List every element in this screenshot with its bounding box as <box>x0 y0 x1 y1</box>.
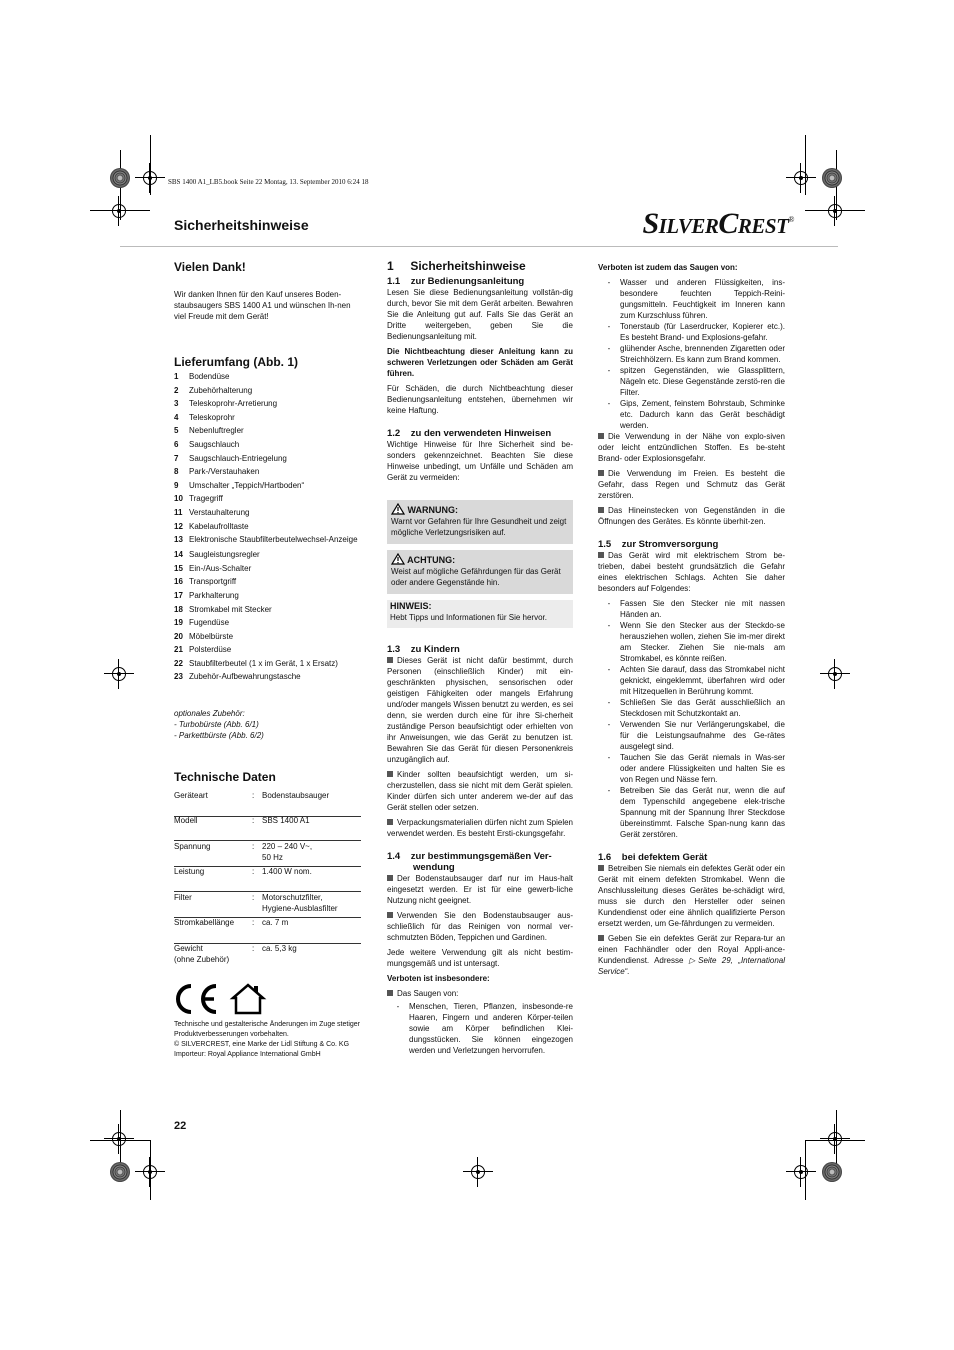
list-item-label: Stromkabel mit Stecker <box>189 604 272 614</box>
list-item <box>174 548 362 562</box>
tech-value: 1.400 W nom. <box>262 867 312 876</box>
list-item <box>174 643 362 657</box>
list-item-number: 19 <box>174 618 183 628</box>
thanks-text: Wir danken Ihnen für den Kauf unseres Boden-staubsaugers SBS 1400 A1 und wünschen Ih-nen viel Freude mit dem Gerät! <box>174 290 351 321</box>
footer-note: Importeur: Royal Appliance International GmbH <box>174 1051 321 1058</box>
list-item <box>174 384 362 398</box>
dash-item: - Menschen, Tieren, Pflanzen, insbesonde-re Haaren, Fingern und anderen Körper-teilen sowie am Körper befindlichen Klei-dungsstücken. Sie können eingezogen werden und Verletzungen hervorrufen. <box>396 1002 573 1055</box>
list-item-number: 16 <box>174 577 183 587</box>
dash-item-text: Menschen, Tieren, Pflanzen, insbesonde-re Haaren, Fingern und anderen Körper-teilen sowie am Körper befindlichen Klei-dungsstücken. Sie können eingezogen werden und Verletzungen hervorrufen. <box>409 1002 573 1055</box>
attention-header <box>391 553 569 566</box>
tech-label: Modell <box>174 816 198 825</box>
list-item-number: 17 <box>174 590 183 600</box>
list-item-label: Bodendüse <box>189 372 230 381</box>
list-item-label: Staubfilterbeutel (1 x im Gerät, 1 x Ersatz) <box>189 658 338 668</box>
paragraph: Die Verwendung in der Nähe von explo-siven oder leicht entzündlichen Stoffen. Es be-steht Brand- oder Explosionsgefahr. <box>598 432 785 463</box>
page-number: 22 <box>174 1120 187 1132</box>
list-item-number: 7 <box>174 453 179 463</box>
warning-triangle-icon <box>391 503 405 515</box>
list-item <box>174 438 362 452</box>
list-item <box>174 616 362 630</box>
tech-row <box>174 892 361 918</box>
dash-item: - glühender Asche, brennenden Zigaretten oder Streichhölzern. Es kann zum Brand kommen. <box>607 344 785 364</box>
list-item-number: 5 <box>174 426 179 436</box>
col2-top <box>387 261 573 483</box>
brand-logo: SILVERCREST® <box>642 207 794 240</box>
dash-item: - Gips, Zement, feinstem Bohrstaub, Schminke etc. Dadurch kann das Gerät beschädigt werden. <box>607 399 785 430</box>
dash-item-text: Wenn Sie den Stecker aus der Steckdo-se herausziehen wollen, ziehen Sie im-mer direkt am Stecker. Ziehen Sie nie-mals am Stromkabel, es könnte reißen. <box>620 621 785 663</box>
dash-item-text: Wasser und anderen Flüssigkeiten, ins-besondere feuchten Teppich-Reini-gungsmitteln. Feuchtigkeit im Inneren kann zum Kurzschluss führen. <box>620 278 785 320</box>
tech-value: 220 – 240 V~, 50 Hz <box>262 842 313 862</box>
subsection-heading: 1.6 bei defektem Gerät <box>598 852 708 863</box>
dash-item: - Wasser und anderen Flüssigkeiten, ins-besondere feuchten Teppich-Reini-gungsmitteln. Feuchtigkeit im Inneren kann zum Kurzschluss führen. <box>607 278 785 320</box>
registration-mark <box>792 1163 810 1181</box>
registration-mark <box>110 665 128 683</box>
dash-item-text: Verwenden Sie nur Verlängerungskabel, die für die Leistungsaufnahme des Ge-rätes ausgelegt sind. <box>620 720 785 751</box>
thanks-heading: Vielen Dank! <box>174 260 246 274</box>
list-item-number: 13 <box>174 535 183 545</box>
paragraph: Verpackungsmaterialien dürfen nicht zum Spielen verwendet werden. Es besteht Ersti-ckungsgefahr. <box>387 818 573 838</box>
dash-item: - Schließen Sie das Gerät ausschließlich an Steckdosen mit Schutzkontakt an. <box>607 698 785 718</box>
tech-value: SBS 1400 A1 <box>262 816 310 825</box>
warning-header <box>391 503 569 516</box>
list-item <box>174 657 362 671</box>
list-item-label: Saugleistungsregler <box>189 550 260 560</box>
col2-bottom <box>387 644 573 1056</box>
paragraph: Lesen Sie diese Bedienungsanleitung vollstän-dig durch, bevor Sie mit dem Gerät arbeiten. Bewahren Sie die Anleitung gut auf. Falls Sie das Gerät an Dritte weitergeben, geben Sie die Bedienungsanleitung mit. <box>387 288 573 341</box>
paragraph: Betreiben Sie niemals ein defektes Gerät oder ein Gerät mit einem defekten Stromkabel. Wenn die Anschlussleitung dieses Gerätes be-schädigt wird, muss sie durch den Hersteller oder seinen Kundendienst oder eine ähnlich qualifizierte Person ersetzt werden, um Ge-fährdungen zu vermeiden. <box>598 864 785 928</box>
dash-item-text: Betreiben Sie das Gerät nur, wenn die auf dem Typenschild angegebene elek-trische Spannung mit der Spannung Ihrer Steckdose übereinstimmt. Falsche Span-nung kann das Gerät zerstören. <box>620 786 785 839</box>
header-divider <box>120 246 838 247</box>
dash-item-text: spitzen Gegenständen, wie Glassplittern, Nägeln etc. Diese Gegenstände zerstö-ren die Filter. <box>620 366 785 397</box>
list-item-number: 8 <box>174 467 179 477</box>
paragraph: Kinder sollten beaufsichtigt werden, um si-cherzustellen, dass sie nicht mit dem Gerät spielen. Kinder dürfen sich unter anderem we-der auf das Gerät stellen oder setzen. <box>387 770 573 812</box>
bullet-square-icon <box>387 875 393 881</box>
tech-value: Motorschutzfilter, Hygiene-Ausblasfilter <box>262 893 338 913</box>
list-item-label: Saugschlauch-Entriegelung <box>189 453 287 463</box>
tech-row <box>174 790 361 817</box>
paragraph-bold: Verboten ist zudem das Saugen von: <box>598 263 738 272</box>
tech-label: Gewicht (ohne Zubehör) <box>174 944 230 964</box>
warning-triangle-icon <box>391 553 405 565</box>
list-item-label: Elektronische Staubfilterbeutelwechsel-Anzeige <box>189 535 358 545</box>
attention-box <box>387 550 573 594</box>
tech-row <box>174 866 361 892</box>
registration-mark <box>110 202 128 220</box>
list-item-label: Zubehör-Aufbewahrungstasche <box>189 672 301 682</box>
optional-item: - Turbobürste (Abb. 6/1) <box>174 720 259 729</box>
list-item-label: Teleskoprohr-Arretierung <box>189 399 278 409</box>
dash-item: - Tonerstaub (für Laserdrucker, Kopierer etc.). Es besteht Brand- und Explosions-gefahr. <box>607 322 785 342</box>
paragraph: Die Verwendung im Freien. Es besteht die Gefahr, dass Regen und Schmutz das Gerät zerstören. <box>598 469 785 500</box>
registration-mark <box>826 1130 844 1148</box>
dash-item-text: Achten Sie darauf, dass das Stromkabel nicht geknickt, eingeklemmt, überfahren wird oder mit Hitzequellen in Berührung kommt. <box>620 665 785 696</box>
tech-value: ca. 5,3 kg <box>262 944 297 953</box>
paragraph: Das Gerät wird mit elektrischem Strom be-trieben, dabei besteht grundsätzlich die Gefahr eines elektrischen Schlags. Achten Sie daher besonders auf Folgendes: <box>598 551 785 593</box>
list-item <box>174 589 362 603</box>
attention-text: Weist auf mögliche Gefährdungen für das Gerät oder andere Gegenstände hin. <box>391 567 561 587</box>
list-item-label: Fugendüse <box>189 618 230 628</box>
list-item-number: 3 <box>174 399 179 409</box>
dash-item: - Tauchen Sie das Gerät niemals in Was-ser oder andere Flüssigkeiten und halten Sie es von Regen und Nässe fern. <box>607 753 785 784</box>
optional-title: optionales Zubehör: <box>174 709 245 718</box>
tech-label: Geräteart <box>174 791 208 800</box>
subsection-heading: 1.4 zur bestimmungsgemäßen Ver- <box>387 851 552 862</box>
subsection-heading: 1.5 zur Stromversorgung <box>598 539 719 550</box>
list-item-label: Teleskoprohr <box>189 412 235 422</box>
list-item-number: 20 <box>174 631 183 641</box>
tech-row <box>174 841 361 867</box>
tech-value: ca. 7 m <box>262 918 289 927</box>
warning-box <box>387 500 573 544</box>
bullet-square-icon <box>598 470 604 476</box>
color-disc-mark <box>110 1162 130 1182</box>
footer-note: © SILVERCREST, eine Marke der Lidl Stiftung & Co. KG <box>174 1041 350 1048</box>
bullet-square-icon <box>387 657 393 663</box>
list-item <box>174 465 362 479</box>
bullet-square-icon <box>387 912 393 918</box>
list-item-number: 22 <box>174 658 183 668</box>
section-heading: 1 Sicherheitshinweise <box>387 259 526 273</box>
dash-item: - Verwenden Sie nur Verlängerungskabel, die für die Leistungsaufnahme des Ge-rätes ausgelegt sind. <box>607 720 785 751</box>
paragraph: Geben Sie ein defektes Gerät zur Repara-tur an einen Fachhändler oder den Royal Appli-ance-Kundendienst. Adresse <box>598 934 785 965</box>
paragraph: Der Bodenstaubsauger darf nur im Haus-halt eingesetzt werden. Er ist für eine gewerb-liche Nutzung nicht geeignet. <box>387 874 573 905</box>
list-item-number: 9 <box>174 480 179 490</box>
registration-mark <box>826 202 844 220</box>
warning-text: Warnt vor Gefahren für Ihre Gesundheit und zeigt mögliche Verletzungsrisiken auf. <box>391 517 567 537</box>
paragraph: Wichtige Hinweise für Ihre Sicherheit sind be-sonders gekennzeichnet. Beachten Sie diese Hinweise unbedingt, um Unfälle und Schäden am Gerät zu vermeiden: <box>387 440 573 482</box>
list-item-number: 10 <box>174 494 183 504</box>
bullet-square-icon <box>387 771 393 777</box>
list-item <box>174 575 362 589</box>
list-item <box>174 562 362 576</box>
scope-list <box>174 370 362 684</box>
list-item <box>174 370 362 384</box>
list-item-number: 21 <box>174 645 183 655</box>
dash-item-text: Tauchen Sie das Gerät niemals in Was-ser oder andere Flüssigkeiten und halten Sie es von Regen und Nässe fern. <box>620 753 785 784</box>
optional-item: - Parkettbürste (Abb. 6/2) <box>174 731 264 740</box>
paragraph: Jede weitere Verwendung gilt als nicht bestim-mungsgemäß und ist untersagt. <box>387 948 573 968</box>
list-item <box>174 411 362 425</box>
tech-label: Leistung <box>174 867 205 876</box>
tech-heading: Technische Daten <box>174 770 276 784</box>
registration-mark <box>826 665 844 683</box>
registration-mark <box>141 169 159 187</box>
list-item <box>174 670 362 684</box>
tech-separator: : <box>252 918 255 927</box>
dash-item: - Achten Sie darauf, dass das Stromkabel nicht geknickt, eingeklemmt, überfahren wird oder mit Hitzequellen in Berührung kommt. <box>607 665 785 696</box>
list-item-number: 15 <box>174 563 183 573</box>
paragraph-bold: Verboten ist insbesondere: <box>387 974 490 983</box>
tech-separator: : <box>252 944 255 953</box>
col3 <box>598 262 785 977</box>
registration-mark <box>792 169 810 187</box>
hint-title: HINWEIS: <box>390 601 432 611</box>
bullet-square-icon <box>598 552 604 558</box>
paragraph: Für Schäden, die durch Nichtbeachtung dieser Bedienungsanleitung entstehen, übernehmen wir keine Haftung. <box>387 384 573 415</box>
dash-item-text: Tonerstaub (für Laserdrucker, Kopierer etc.). Es besteht Brand- und Explosions-gefahr. <box>620 322 785 342</box>
attention-title: ACHTUNG: <box>407 555 456 565</box>
tech-value: Bodenstaubsauger <box>262 791 330 800</box>
tech-separator: : <box>252 893 255 902</box>
list-item <box>174 520 362 534</box>
dash-item: - Betreiben Sie das Gerät nur, wenn die auf dem Typenschild angegebene elek-trische Spannung mit der Spannung Ihrer Steckdose übereinstimmt. Falsche Span-nung kann das Gerät zerstören. <box>607 786 785 839</box>
subsection-heading-cont: wendung <box>413 862 455 873</box>
list-item <box>174 492 362 506</box>
file-info: SBS 1400 A1_LB5.book Seite 22 Montag, 13. September 2010 6:24 18 <box>168 178 369 186</box>
footer-note: Technische und gestalterische Änderungen im Zuge stetiger Produktverbesserungen vorbehalten. <box>174 1021 360 1038</box>
thanks-section <box>174 262 362 322</box>
subsection-heading: 1.1 zur Bedienungsanleitung <box>387 276 525 287</box>
paragraph: Dieses Gerät ist nicht dafür bestimmt, durch Personen (einschließlich Kinder) mit ein-geschränkten physischen, sensorischen oder geistigen Fähigkeiten oder mangels Erfahrung und/oder mangels Wissen benutzt zu werden, es sei denn, sie werden durch eine für ihre Si-cherheit zuständige Person beaufsichtigt oder erhielten von ihr Anweisungen, wie das Gerät zu benutzen ist. Bewahren Sie das Gerät für diesen Personenkreis unzugänglich auf. <box>387 656 573 764</box>
dash-item-text: Schließen Sie das Gerät ausschließlich an Steckdosen mit Schutzkontakt an. <box>620 698 785 718</box>
hint-text: Hebt Tipps und Informationen für Sie hervor. <box>390 613 547 622</box>
tech-separator: : <box>252 816 255 825</box>
paragraph: Das Hineinstecken von Gegenständen in die Öffnungen des Gerätes. Es könnte überhit-zen. <box>598 506 785 526</box>
dash-item: - spitzen Gegenständen, wie Glassplittern, Nägeln etc. Diese Gegenstände zerstö-ren die Filter. <box>607 366 785 397</box>
tech-separator: : <box>252 842 255 851</box>
list-item <box>174 603 362 617</box>
list-item-label: Transportgriff <box>189 577 237 587</box>
list-item <box>174 452 362 466</box>
color-disc-mark <box>822 1162 842 1182</box>
bullet-square-icon <box>598 865 604 871</box>
list-item-number: 12 <box>174 521 183 531</box>
ce-mark <box>174 982 270 1021</box>
list-item <box>174 630 362 644</box>
list-item-label: Saugschlauch <box>189 439 240 449</box>
registration-mark <box>110 1130 128 1148</box>
paragraph: Das Saugen von: <box>397 989 459 998</box>
list-item-number: 1 <box>174 372 179 381</box>
page-reference: ▷Seite 29, „International Service“. <box>598 956 785 976</box>
list-item <box>174 424 362 438</box>
list-item-label: Kabelaufrolltaste <box>189 521 249 531</box>
bullet-square-icon <box>598 507 604 513</box>
list-item-number: 11 <box>174 507 183 517</box>
bullet-square-icon <box>387 990 393 996</box>
subsection-heading: 1.3 zu Kindern <box>387 644 460 655</box>
tech-label: Stromkabellänge <box>174 918 235 927</box>
list-item <box>174 534 362 545</box>
list-item-number: 4 <box>174 412 179 422</box>
tech-heading-wrap <box>174 772 362 783</box>
bullet-square-icon <box>598 433 604 439</box>
tech-row <box>174 815 361 841</box>
bullet-square-icon <box>387 819 393 825</box>
dash-item-text: Fassen Sie den Stecker nie mit nassen Händen an. <box>620 599 785 619</box>
footer-notes <box>174 1020 362 1060</box>
warning-title: WARNUNG: <box>407 505 459 515</box>
list-item-number: 6 <box>174 439 179 449</box>
tech-label: Spannung <box>174 842 211 851</box>
list-item <box>174 397 362 411</box>
list-item-number: 23 <box>174 672 183 682</box>
bullet-square-icon <box>598 935 604 941</box>
list-item-number: 14 <box>174 550 183 560</box>
list-item-number: 18 <box>174 604 183 614</box>
dash-item: - Fassen Sie den Stecker nie mit nassen Händen an. <box>607 599 785 619</box>
list-item-label: Zubehörhalterung <box>189 385 253 395</box>
tech-separator: : <box>252 791 255 800</box>
dash-item-text: glühender Asche, brennenden Zigaretten oder Streichhölzern. Es kann zum Brand kommen. <box>620 344 785 364</box>
list-item-label: Park-/Verstauhaken <box>189 467 260 477</box>
tech-row <box>174 917 361 944</box>
list-item-label: Nebenluftregler <box>189 426 244 436</box>
scope-section <box>174 357 362 684</box>
registration-mark <box>469 1163 487 1181</box>
paragraph: Verwenden Sie den Bodenstaubsauger aus-schließlich für das Reinigen von normal ver-schmutzten Böden, Teppichen und Gardinen. <box>387 911 573 942</box>
dash-item-text: Gips, Zement, feinstem Bohrstaub, Schminke etc. Dadurch kann das Gerät beschädigt werden. <box>620 399 785 430</box>
list-item <box>174 479 362 493</box>
tech-label: Filter <box>174 893 192 902</box>
list-item-label: Tragegriff <box>189 494 223 504</box>
page-title: Sicherheitshinweise <box>174 217 309 233</box>
hint-box <box>387 600 573 628</box>
list-item-label: Polsterdüse <box>189 645 232 655</box>
optional-accessories <box>174 708 362 741</box>
dash-item: - Wenn Sie den Stecker aus der Steckdo-se herausziehen wollen, ziehen Sie im-mer direkt am Stecker. Ziehen Sie nie-mals am Stromkabel, es könnte reißen. <box>607 621 785 663</box>
paragraph-bold: Die Nichtbeachtung dieser Anleitung kann zu schweren Verletzungen oder Schäden am Gerät führen. <box>387 347 573 378</box>
color-disc-mark <box>822 168 842 188</box>
list-item-label: Parkhalterung <box>189 590 239 600</box>
tech-separator: : <box>252 867 255 876</box>
registration-mark <box>141 1163 159 1181</box>
subsection-heading: 1.2 zu den verwendeten Hinweisen <box>387 428 552 439</box>
list-item-number: 2 <box>174 385 179 395</box>
scope-heading: Lieferumfang (Abb. 1) <box>174 355 299 369</box>
tech-row <box>174 943 361 969</box>
list-item-label: Ein-/Aus-Schalter <box>189 563 252 573</box>
list-item-label: Umschalter „Teppich/Hartboden“ <box>189 480 305 490</box>
list-item-label: Möbelbürste <box>189 631 234 641</box>
list-item <box>174 506 362 520</box>
color-disc-mark <box>110 168 130 188</box>
list-item-label: Verstauhalterung <box>189 507 250 517</box>
